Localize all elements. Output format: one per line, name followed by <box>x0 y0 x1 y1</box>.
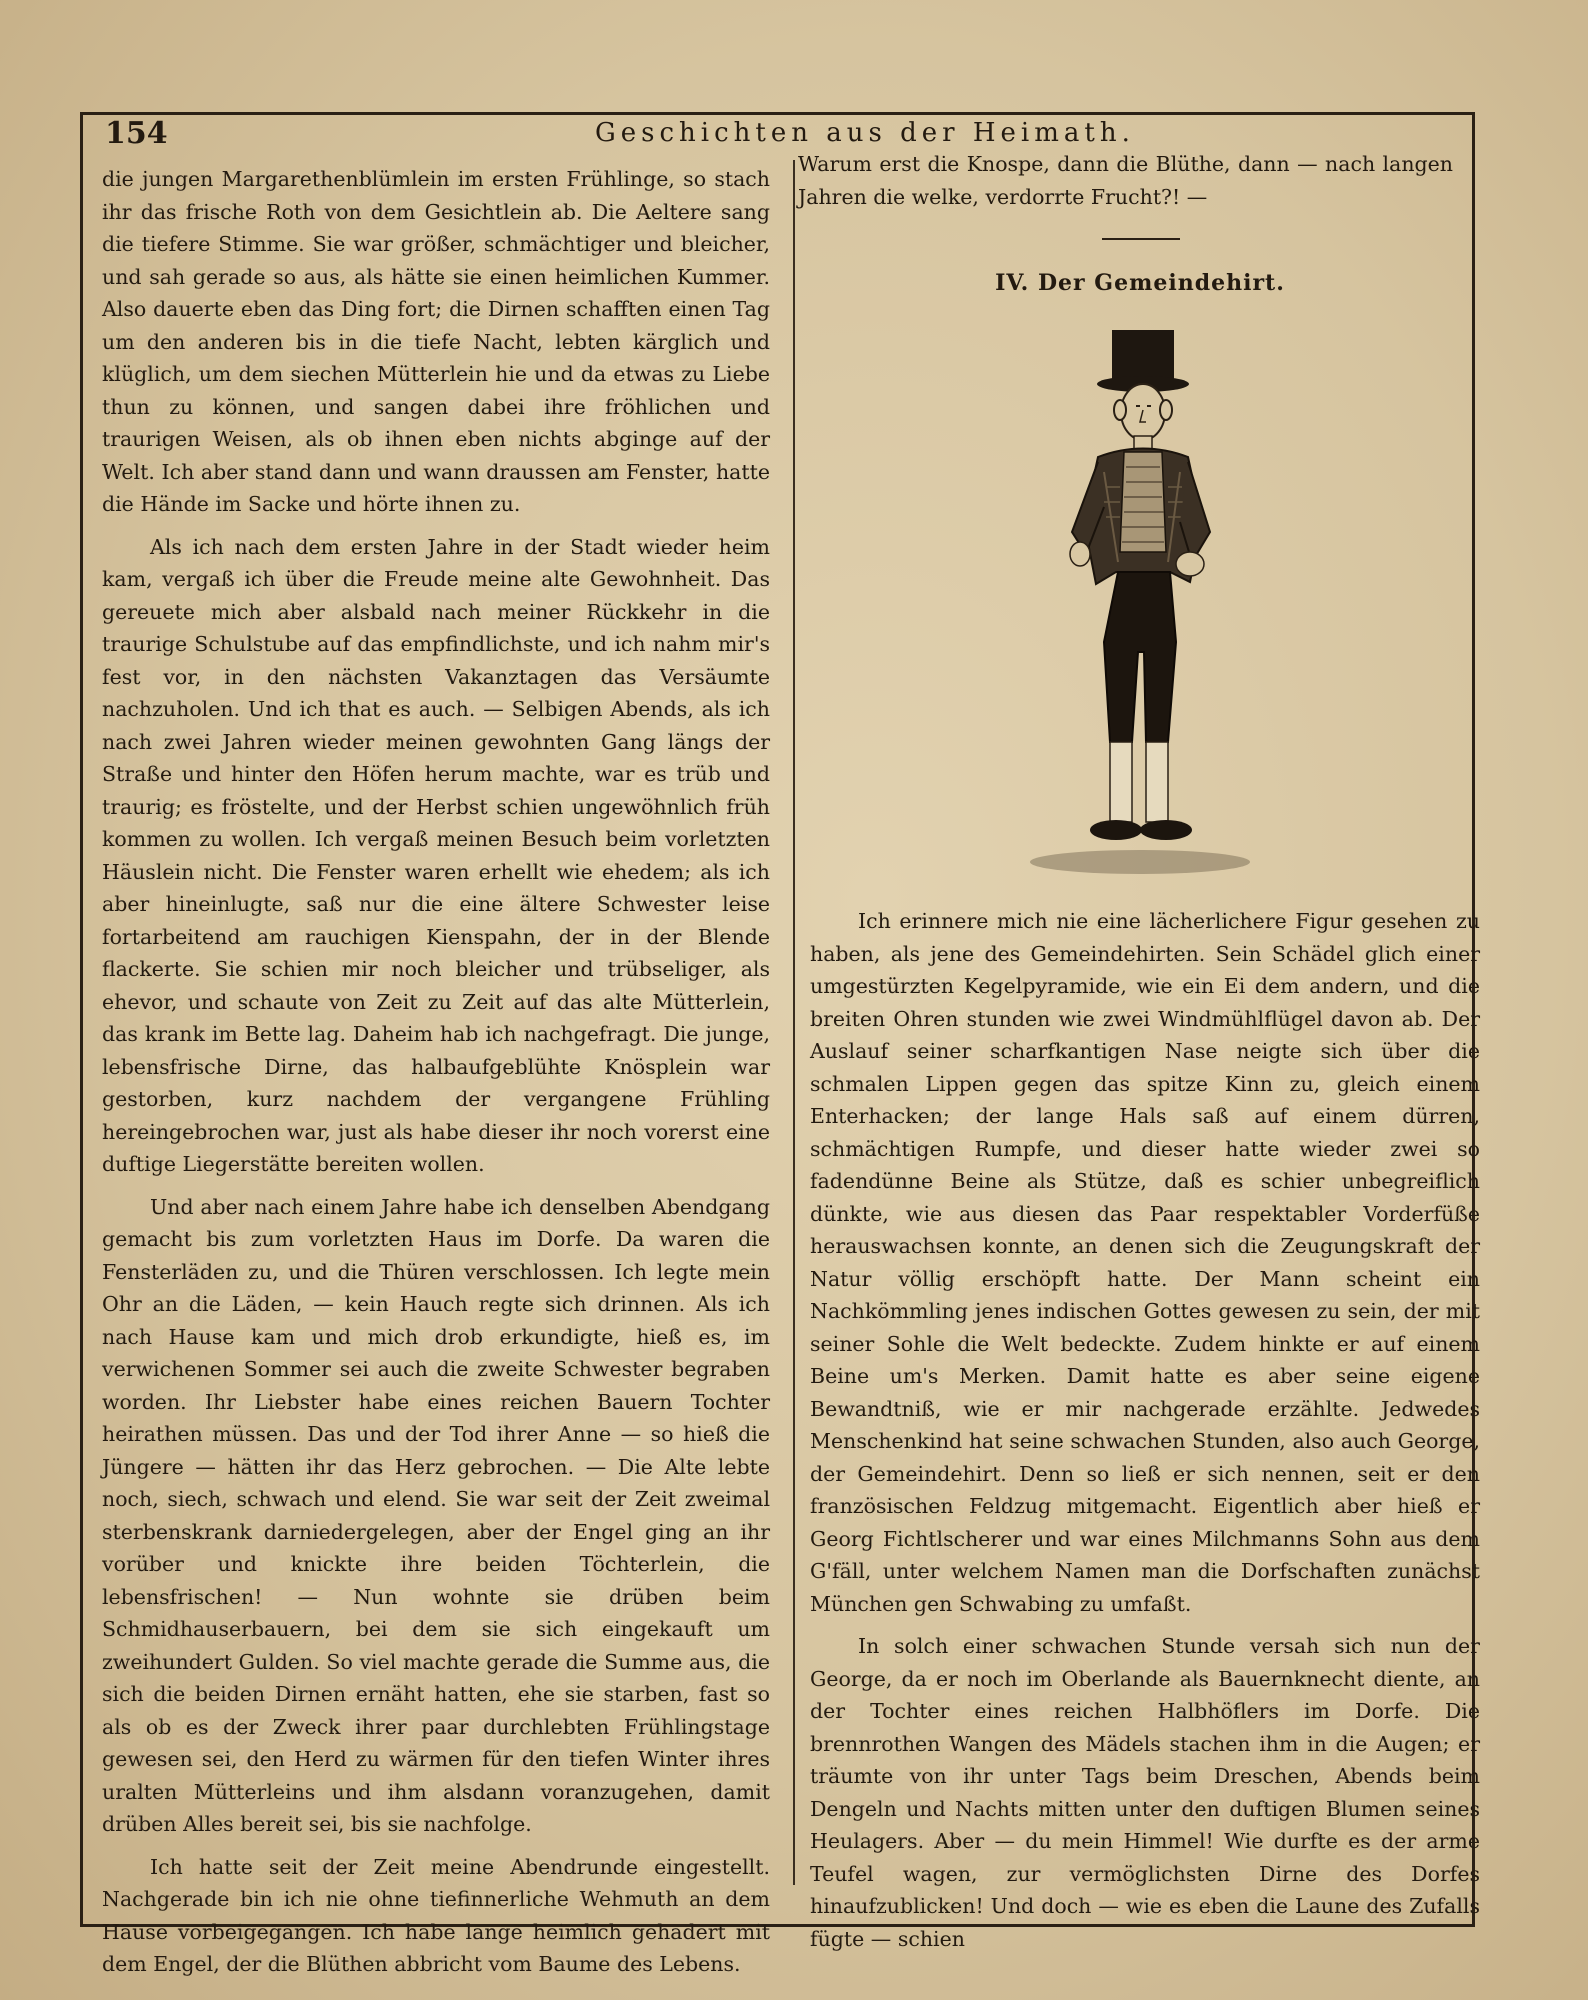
column-divider <box>793 160 795 1885</box>
right-column-top <box>798 148 1453 213</box>
paragraph: Ich erinnere mich nie eine lächerlichere Figur gesehen zu haben, als jene des Gemeindehirten. Sein Schädel glich einer umgestürzten Kegelpyramide, wie ein Ei dem andern, und die breiten Ohren stunden wie zwei Windmühlflügel davon ab. Der Auslauf seiner scharfkantigen Nase neigte sich über die schmalen Lippen gegen das spitze Kinn zu, gleich einem Enterhacken; der lange Hals saß auf einem dürren, schmächtigen Rumpfe, und dieser hatte wieder zwei so fadendünne Beine als Stütze, daß es schier unbegreiflich dünkte, wie aus diesen das Paar respektabler Vorderfüße herauswachsen konnte, an denen sich die Zeugungskraft der Natur völlig erschöpft hatte. Der Mann scheint ein Nachkömmling jenes indischen Gottes gewesen zu sein, der mit seiner Sohle die Welt bedeckte. Zudem hinkte er auf einem Beine um's Merken. Damit hatte es aber seine eigene Bewandtniß, wie er mir nachgerade erzählte. Jedwedes Menschenkind hat seine schwachen Stunden, also auch George, der Gemeindehirt. Denn so ließ er sich nennen, seit er den französischen Feldzug mitgemacht. Eigentlich aber hieß er Georg Fichtlscherer und war eines Milchmanns Sohn aus dem G'fäll, unter welchem Namen man die Dorfschaften zunächst München gen Schwabing zu umfaßt. <box>810 909 1480 1616</box>
right-column <box>810 905 1480 1955</box>
page-number: 154 <box>105 116 168 151</box>
paragraph: die jungen Margarethenblümlein im ersten Frühlinge, so stach ihr das frische Roth von dem Gesichtlein ab. Die Aeltere sang die tiefere Stimme. Sie war größer, schmächtiger und bleicher, und sah gerade so aus, als hätte sie einen heimlichen Kummer. Also dauerte eben das Ding fort; die Dirnen schafften einen Tag um den anderen bis in die tiefe Nacht, lebten kärglich und klüglich, um dem siechen Mütterlein hie und da etwas zu Liebe thun zu können, und sangen dabei ihre fröhlichen und traurigen Weisen, als ob ihnen eben nichts abginge auf der Welt. Ich aber stand dann und wann draussen am Fenster, hatte die Hände im Sacke und hörte ihnen zu. <box>102 167 770 516</box>
paragraph: Warum erst die Knospe, dann die Blüthe, dann — nach langen Jahren die welke, verdorrte Frucht?! — <box>798 152 1453 209</box>
paragraph: Ich hatte seit der Zeit meine Abendrunde eingestellt. Nachgerade bin ich nie ohne tiefinnerliche Wehmuth an dem Hause vorbeigegangen. Ich habe lange heimlich gehadert mit dem Engel, der die Blüthen abbricht vom Baume des Lebens. <box>102 1854 770 1976</box>
woodcut-man-top-hat-icon <box>1020 322 1260 882</box>
running-title: Geschichten aus der Heimath. <box>595 118 1135 148</box>
paragraph: Als ich nach dem ersten Jahre in der Stadt wieder heim kam, vergaß ich über die Freude meine alte Gewohnheit. Das gereuete mich aber alsbald nach meiner Rückkehr in die traurige Schulstube auf das empfindlichste, und ich nahm mir's fest vor, in den nächsten Vakanztagen das Versäumte nachzuholen. Und ich that es auch. — Selbigen Abends, als ich nach zwei Jahren wieder meinen gewohnten Gang längs der Straße und hinter den Höfen herum machte, war es trüb und traurig; es fröstelte, und der Herbst schien ungewöhnlich früh kommen zu wollen. Ich vergaß meinen Besuch beim vorletzten Häuslein nicht. Die Fenster waren erhellt wie ehedem; als ich aber hineinlugte, saß nur die eine ältere Schwester leise fortarbeitend am rauchigen Kienspahn, der in der Blende flackerte. Sie schien mir noch bleicher und trübseliger, als ehevor, und schaute von Zeit zu Zeit auf das alte Mütterlein, das krank im Bette lag. Daheim hab ich nachgefragt. Die junge, lebensfrische Dirne, das halbaufgeblühte Knösplein war gestorben, kurz nachdem der vergangene Frühling hereingebrochen war, just als habe dieser ihr noch vorerst eine duftige Liegerstätte bereiten wollen. <box>102 534 770 1176</box>
left-column <box>102 163 770 1981</box>
section-rule <box>1102 238 1180 240</box>
paragraph: Und aber nach einem Jahre habe ich denselben Abendgang gemacht bis zum vorletzten Haus im Dorfe. Da waren die Fensterläden zu, und die Thüren verschlossen. Ich legte mein Ohr an die Läden, — kein Hauch regte sich drinnen. Als ich nach Hause kam und mich drob erkundigte, hieß es, im verwichenen Sommer sei auch die zweite Schwester begraben worden. Ihr Liebster habe eines reichen Bauern Tochter heirathen müssen. Das und der Tod ihrer Anne — so hieß die Jüngere — hätten ihr das Herz gebrochen. — Die Alte lebte noch, siech, schwach und elend. Sie war seit der Zeit zweimal sterbenskrank darniedergelegen, aber der Engel ging an ihr vorüber und knickte ihre beiden Töchterlein, die lebensfrischen! — Nun wohnte sie drüben beim Schmidhauserbauern, bei dem sie sich eingekauft um zweihundert Gulden. So viel machte gerade die Summe aus, die sich die beiden Dirnen ernäht hatten, ehe sie starben, fast so als ob es der Zweck ihrer paar durchlebten Frühlingstage gewesen sei, den Herd zu wärmen für den tiefen Winter ihres uralten Mütterleins und ihm alsdann voranzugehen, damit drüben Alles bereit sei, bis sie nachfolge. <box>102 1194 770 1836</box>
section-title: IV. Der Gemeindehirt. <box>995 270 1285 296</box>
paragraph: In solch einer schwachen Stunde versah sich nun der George, da er noch im Oberlande als Bauernknecht diente, an der Tochter eines reichen Halbhöflers im Dorfe. Die brennrothen Wangen des Mädels stachen ihm in die Augen; er träumte von ihr unter Tags beim Dreschen, Abends beim Dengeln und Nachts mitten unter den duftigen Blumen seines Heulagers. Aber — du mein Himmel! Wie durfte es der arme Teufel wagen, zur vermöglichsten Dirne des Dorfes hinaufzublicken! Und doch — wie es eben die Laune des Zufalls fügte — schien <box>810 1634 1480 1951</box>
